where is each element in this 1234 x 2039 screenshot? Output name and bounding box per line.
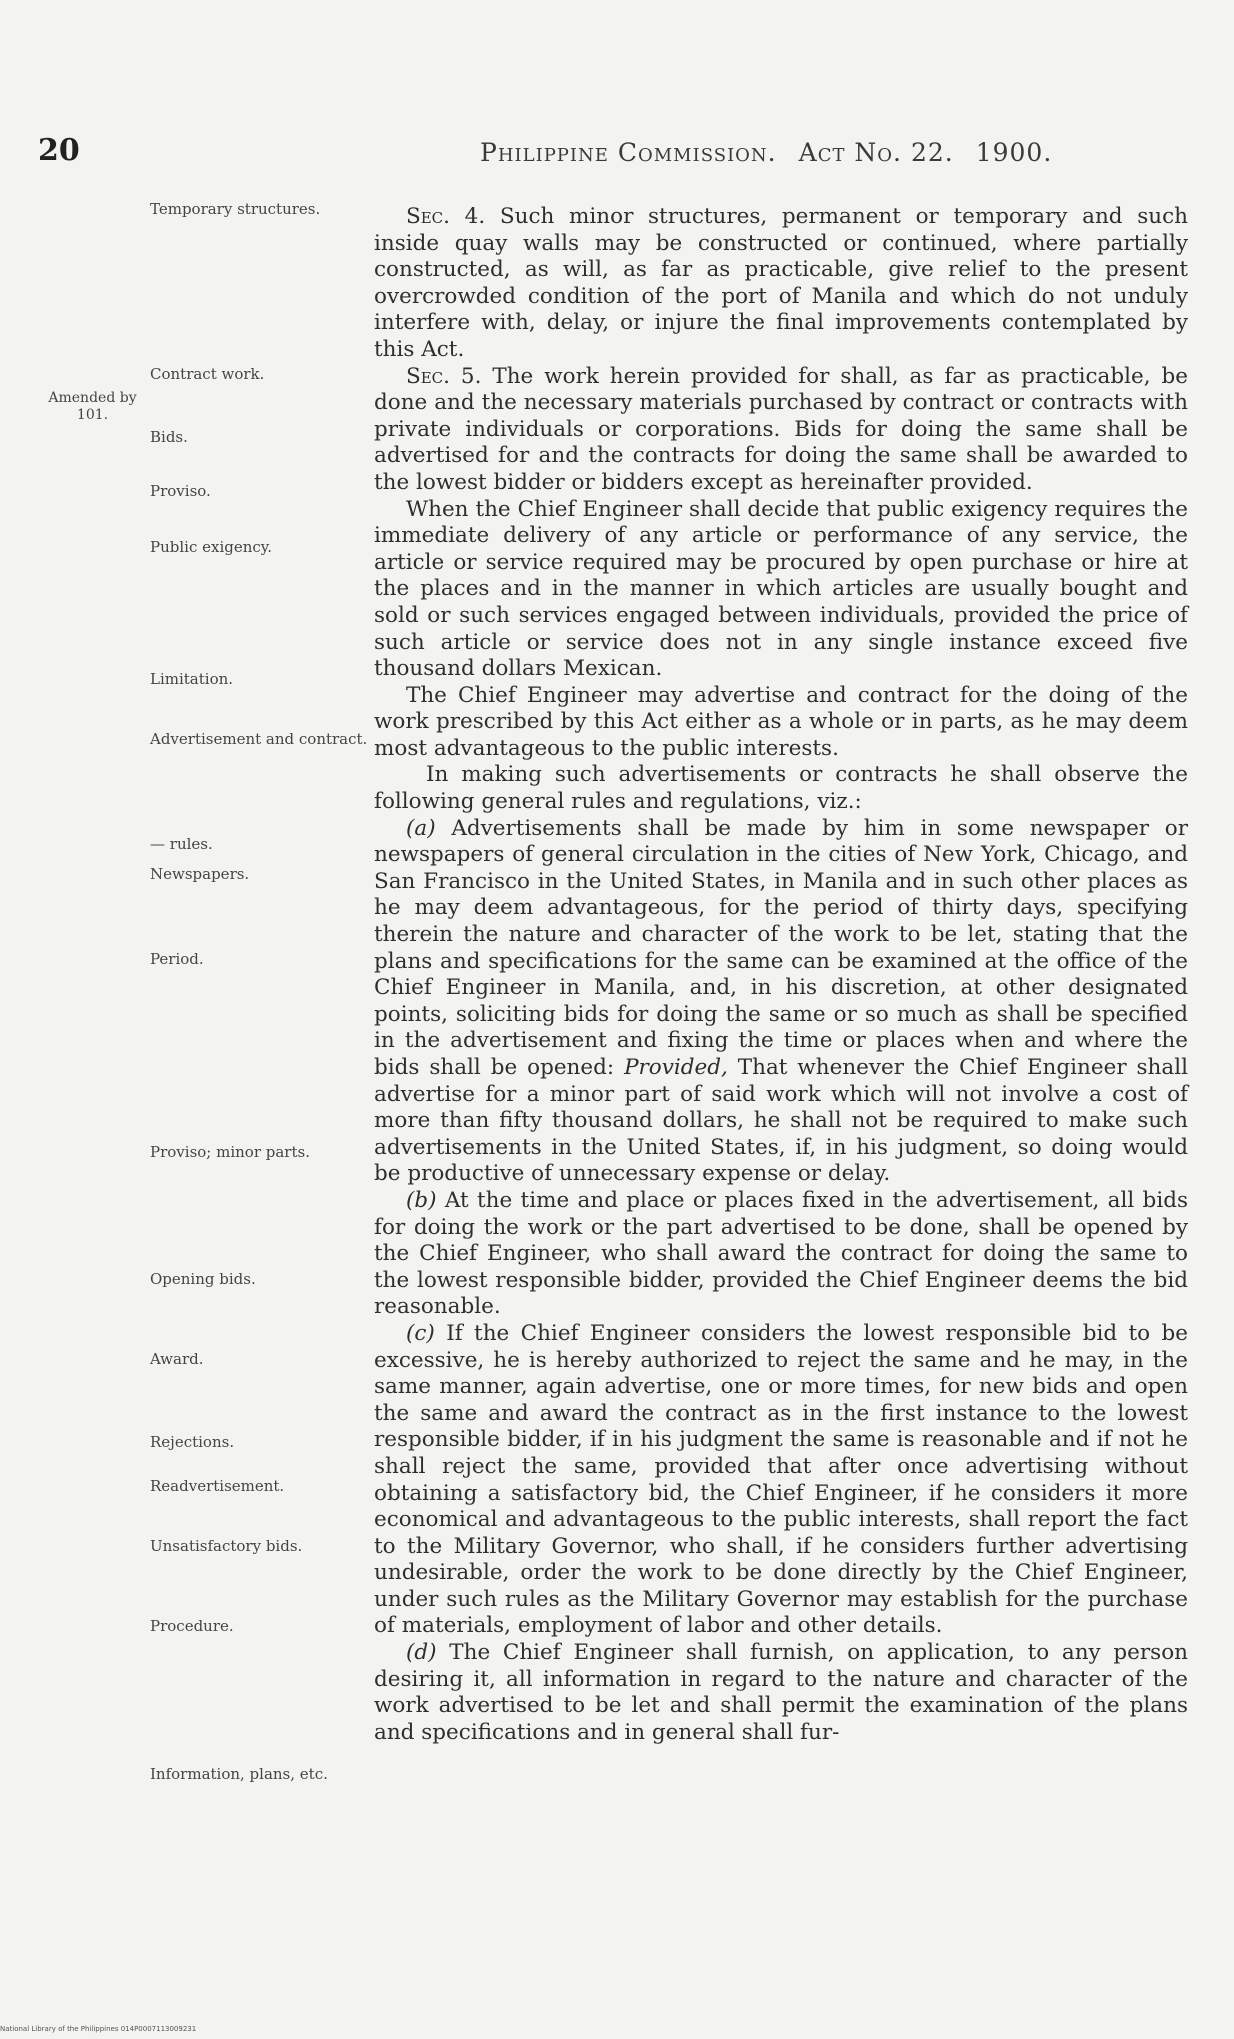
margin-note-limitation: Limitation. bbox=[150, 670, 234, 688]
rule-a-text: Advertisements shall be made by him in some newspaper or newspapers of general circulation in the cities of New York, Chicago, and San Francisco in the United States, in Manila and in such other places as he may deem advantageous, for the period of thirty days, specifying therein the nature and character of the work to be let, stating that the plans and specifications for the same can be examined at the office of the Chief Engineer in Manila, and, in his discretion, at other designated points, soliciting bids for doing the same or so much as shall be specified in the advertisement and fixing the time or places when and where the bids shall be opened: bbox=[374, 815, 1188, 1080]
rule-c-paragraph bbox=[374, 1321, 1188, 1640]
margin-note-rules: — rules. bbox=[150, 835, 213, 853]
margin-note-period: Period. bbox=[150, 950, 204, 968]
margin-note-bids: Bids. bbox=[150, 428, 188, 446]
rule-a-label: (a) bbox=[406, 815, 436, 841]
rule-d-paragraph bbox=[374, 1640, 1188, 1746]
margin-note-information-plans: Information, plans, etc. bbox=[150, 1765, 328, 1783]
rule-b-text: At the time and place or places fixed in the advertisement, all bids for doing the work or the part advertised to be done, shall be opened by the Chief Engineer, who shall award the contract for doing the same to the lowest responsible bidder, provided the Chief Engineer deems the bid reasonable. bbox=[374, 1187, 1188, 1320]
rule-a-proviso-text: That whenever the Chief Engineer shall advertise for a minor part of said work which will not involve a cost of more than fifty thousand dollars, he shall not be required to make such advertisements in the United States, if, in his judgment, so doing would be productive of unnecessary expense or delay. bbox=[374, 1055, 1188, 1187]
rule-d-label: (d) bbox=[406, 1640, 437, 1666]
scan-footer: National Library of the Philippines 014P0007113009231 bbox=[0, 2025, 197, 2033]
margin-note-contract-work: Contract work. bbox=[150, 365, 265, 383]
rule-c-text: If the Chief Engineer considers the lowest responsible bid to be excessive, he is hereby authorized to reject the same and he may, in the same manner, again advertise, one or more times, for new bids and open the same and award the contract as in the first instance to the lowest responsible bidder, if in his judgment the same is reasonable and if not he shall reject the same, provided that after once advertising without obtaining a satisfactory bid, the Chief Engineer, if he considers it more economical and advantageous to the public interests, shall report the fact to the Military Governor, who shall, if he considers further advertising undesirable, order the work to be done directly by the Chief Engineer, under such rules as the Military Governor may establish for the purchase of materials, employment of labor and other details. bbox=[374, 1320, 1188, 1639]
margin-note-opening-bids: Opening bids. bbox=[150, 1270, 256, 1288]
margin-note-advertisement-contract: Advertisement and contract. bbox=[150, 730, 368, 748]
margin-note-public-exigency: Public exigency. bbox=[150, 538, 273, 556]
rule-b-paragraph bbox=[374, 1188, 1188, 1321]
margin-note-newspapers: Newspapers. bbox=[150, 865, 250, 883]
amendment-note: Amended by 101. bbox=[48, 390, 137, 423]
margin-note-unsatisfactory-bids: Unsatisfactory bids. bbox=[150, 1537, 303, 1555]
margin-note-proviso-minor-parts: Proviso; minor parts. bbox=[150, 1143, 310, 1161]
running-head-act: Act No. 22. bbox=[798, 138, 954, 167]
section-4-text: Such minor structures, permanent or temporary and such inside quay walls may be constructed or continued, where partially constructed, as will, as far as practicable, give relief to the present overcrowded condition of the port of Manila and which do not unduly interfere with, delay, or injure the final improvements contemplated by this Act. bbox=[374, 204, 1188, 362]
body-text bbox=[374, 204, 1188, 1746]
rule-a-paragraph bbox=[374, 816, 1188, 1188]
margin-note-proviso: Proviso. bbox=[150, 482, 211, 500]
rule-b-label: (b) bbox=[406, 1187, 437, 1213]
rule-a-provided: Provided, bbox=[624, 1055, 728, 1080]
margin-note-rejections: Rejections. bbox=[150, 1433, 235, 1451]
margin-note-temporary-structures: Temporary structures. bbox=[150, 200, 321, 218]
rules-intro-paragraph: In making such advertisements or contracts he shall observe the following general rules and regulations, viz.: bbox=[374, 762, 1188, 815]
rule-d-text: The Chief Engineer shall furnish, on application, to any person desiring it, all information in regard to the nature and character of the work advertised to be let and shall permit the examination of the plans and specifications and in general shall fur- bbox=[374, 1640, 1188, 1745]
margin-notes bbox=[0, 0, 370, 2039]
running-head bbox=[480, 138, 1120, 167]
section-5-text: The work herein provided for shall, as far as practicable, be done and the necessary materials purchased by contract or contracts with private individuals or corporations. Bids for doing the same shall be advertised for and the contracts for doing the same shall be awarded to the lowest bidder or bidders except as hereinafter provided. bbox=[374, 363, 1188, 495]
page-number: 20 bbox=[38, 133, 80, 168]
margin-note-award: Award. bbox=[150, 1350, 204, 1368]
rule-c-label: (c) bbox=[406, 1320, 435, 1346]
section-5-paragraph bbox=[374, 364, 1188, 497]
margin-note-readvertisement: Readvertisement. bbox=[150, 1477, 285, 1495]
margin-note-procedure: Procedure. bbox=[150, 1617, 234, 1635]
section-4-paragraph bbox=[374, 204, 1188, 364]
section-5-label: Sec. 5. bbox=[406, 363, 482, 389]
running-head-title: Philippine Commission. bbox=[480, 138, 777, 167]
public-exigency-paragraph: When the Chief Engineer shall decide that public exigency requires the immediate delivery of any article or performance of any service, the article or service required may be procured by open purchase or hire at the places and in the manner in which articles are usually bought and sold or such services engaged between individuals, provided the price of such article or service does not in any single instance exceed five thousand dollars Mexican. bbox=[374, 496, 1188, 682]
section-4-label: Sec. 4. bbox=[406, 204, 486, 229]
running-head-year: 1900. bbox=[975, 138, 1053, 167]
advertise-contract-paragraph: The Chief Engineer may advertise and contract for the doing of the work prescribed by this Act either as a whole or in parts, as he may deem most advantageous to the public interests. bbox=[374, 682, 1188, 761]
